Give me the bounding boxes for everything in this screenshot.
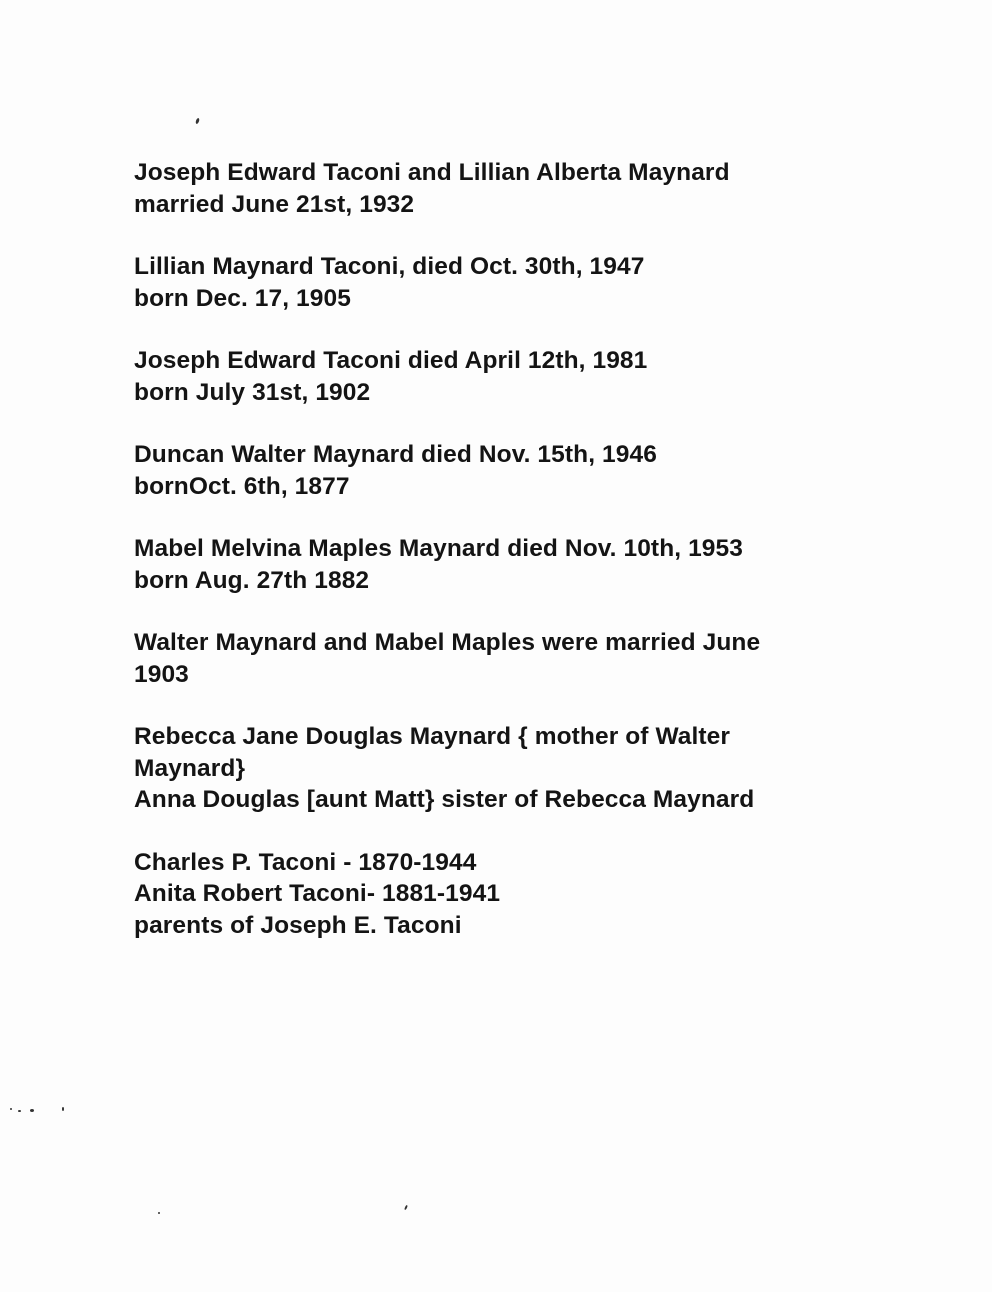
entry-duncan-walter-maynard	[134, 439, 834, 502]
text-line: Walter Maynard and Mabel Maples were married June	[134, 629, 761, 656]
text-line: parents of Joseph E. Taconi	[134, 911, 462, 939]
entry-rebecca-and-anna-douglas	[134, 721, 834, 816]
text-line: Anita Robert Taconi- 1881-1941	[134, 880, 501, 907]
entry-joseph-edward-taconi	[134, 345, 834, 408]
scan-speck	[10, 1108, 12, 1110]
scan-speck	[18, 1110, 21, 1112]
text-line: born Aug. 27th 1882	[134, 566, 370, 594]
entry-marriage-walter-mabel	[134, 627, 834, 690]
text-line: Charles P. Taconi - 1870-1944	[134, 848, 477, 876]
text-line: born Dec. 17, 1905	[134, 284, 351, 312]
text-line: 1903	[134, 660, 189, 688]
entry-parents-of-joseph	[134, 847, 834, 942]
scan-speck	[62, 1107, 64, 1111]
text-line: Rebecca Jane Douglas Maynard { mother of Walter	[134, 723, 731, 750]
text-line: Maynard}	[134, 754, 246, 782]
text-line: Anna Douglas [aunt Matt} sister of Rebecca Maynard	[134, 786, 755, 813]
text-line: Mabel Melvina Maples Maynard died Nov. 10th, 1953	[134, 535, 743, 562]
text-line: bornOct. 6th, 1877	[134, 472, 350, 500]
text-line: Joseph Edward Taconi and Lillian Alberta Maynard	[134, 159, 730, 186]
scan-speck	[404, 1205, 408, 1210]
scan-speck	[158, 1212, 160, 1214]
text-line: Lillian Maynard Taconi, died Oct. 30th, 1947	[134, 253, 645, 280]
entry-mabel-melvina-maples-maynard	[134, 533, 834, 596]
text-line: Duncan Walter Maynard died Nov. 15th, 1946	[134, 441, 657, 468]
text-line: married June 21st, 1932	[134, 190, 415, 218]
scan-speck	[195, 118, 200, 125]
entry-lillian-maynard-taconi	[134, 251, 834, 314]
scan-speck	[30, 1109, 34, 1112]
text-line: born July 31st, 1902	[134, 378, 371, 406]
entry-marriage-joseph-lillian	[134, 157, 834, 220]
genealogy-notes	[134, 157, 834, 972]
text-line: Joseph Edward Taconi died April 12th, 1981	[134, 347, 648, 374]
